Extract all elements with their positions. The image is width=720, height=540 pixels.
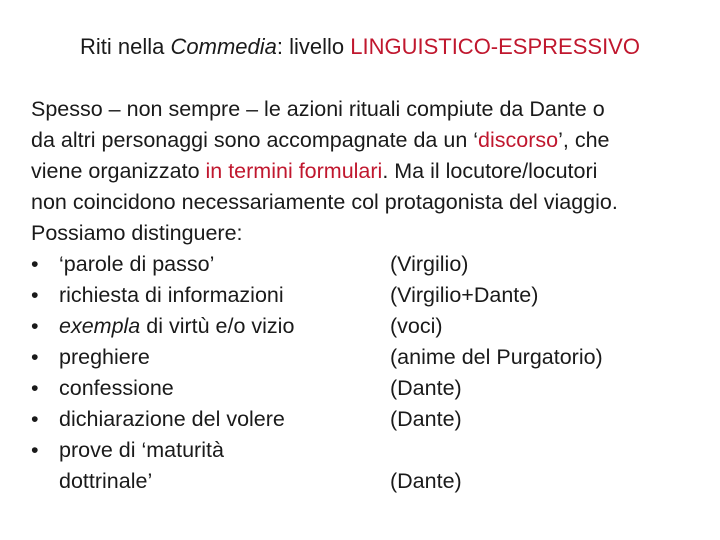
- paragraph-text: non coincidono necessariamente col protagonista del viaggio.: [31, 190, 618, 214]
- list-item: [31, 280, 696, 311]
- bullet-icon: •: [31, 407, 39, 431]
- title-middle: : livello: [276, 34, 351, 59]
- list-item: [31, 342, 696, 373]
- item-speaker: (Virgilio): [390, 252, 469, 276]
- title-italic-word: Commedia: [170, 34, 277, 59]
- paragraph-line-2: [31, 125, 696, 156]
- slide-body: [31, 94, 696, 497]
- list-item: [31, 311, 696, 342]
- bullet-icon: •: [31, 345, 39, 369]
- item-speaker: (anime del Purgatorio): [390, 345, 603, 369]
- item-label: [59, 311, 379, 342]
- item-label: richiesta di informazioni: [59, 283, 284, 307]
- bullet-icon: •: [31, 252, 39, 276]
- highlight-termini-formulari: in termini formulari: [205, 159, 383, 183]
- ritual-speech-list: [31, 249, 696, 497]
- list-item: [31, 435, 696, 497]
- paragraph-line-4: [31, 187, 696, 218]
- item-speaker: (Dante): [390, 469, 462, 493]
- list-item: [31, 373, 696, 404]
- title-accent: LINGUISTICO-ESPRESSIVO: [350, 34, 640, 59]
- title-prefix: Riti nella: [80, 34, 171, 59]
- paragraph-line-3: [31, 156, 696, 187]
- item-speaker: (Dante): [390, 376, 462, 400]
- slide-title: [0, 32, 720, 62]
- item-label: confessione: [59, 376, 174, 400]
- paragraph-text: da altri personaggi sono accompagnate da un ‘: [31, 128, 479, 152]
- item-label: preghiere: [59, 345, 150, 369]
- paragraph-text: Possiamo distinguere:: [31, 221, 243, 245]
- item-speaker: (Dante): [390, 407, 462, 431]
- paragraph-text: viene organizzato: [31, 159, 206, 183]
- list-item: [31, 404, 696, 435]
- item-label-italic: exempla: [59, 314, 141, 338]
- bullet-icon: •: [31, 376, 39, 400]
- bullet-icon: •: [31, 314, 39, 338]
- bullet-icon: •: [31, 438, 39, 462]
- paragraph-line-1: [31, 94, 696, 125]
- item-speaker: (voci): [390, 314, 443, 338]
- item-speaker: (Virgilio+Dante): [390, 283, 539, 307]
- list-item: [31, 249, 696, 280]
- paragraph-text: . Ma il locutore/locutori: [382, 159, 598, 183]
- paragraph-text: Spesso – non sempre – le azioni rituali compiute da Dante o: [31, 97, 605, 121]
- item-label-rest: di virtù e/o vizio: [140, 314, 295, 338]
- highlight-discorso: discorso: [478, 128, 559, 152]
- item-label: ‘parole di passo’: [59, 252, 215, 276]
- bullet-icon: •: [31, 283, 39, 307]
- paragraph-text: ’, che: [558, 128, 610, 152]
- item-label: prove di ‘maturità dottrinale’: [59, 438, 224, 493]
- paragraph-line-5: [31, 218, 696, 249]
- item-label: dichiarazione del volere: [59, 407, 285, 431]
